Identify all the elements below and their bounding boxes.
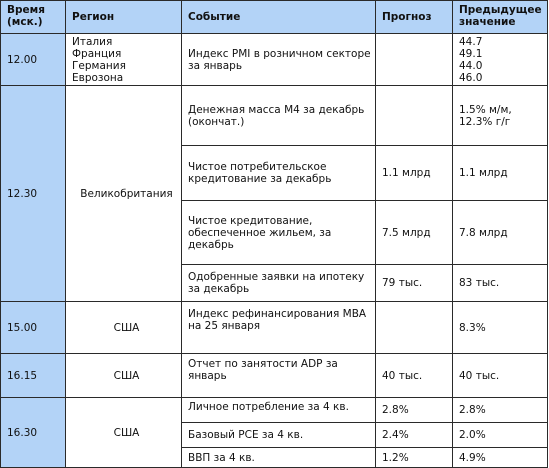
time-cell: 15.00	[1, 302, 66, 354]
previous-value: 49.1	[459, 47, 483, 60]
previous-cell: 83 тыс.	[453, 265, 548, 302]
forecast-cell: 2.8%	[376, 398, 453, 423]
region-cell: Великобритания	[66, 86, 182, 302]
forecast-cell	[376, 86, 453, 146]
event-text: Чистое потребительское	[188, 161, 327, 173]
event-text: на 25 января	[188, 320, 261, 332]
time-cell: 16.30	[1, 398, 66, 468]
forecast-cell	[376, 34, 453, 86]
table-row	[1, 302, 548, 354]
previous-cell: 1.1 млрд	[453, 146, 548, 201]
table-row	[1, 354, 548, 398]
event-text: Индекс PMI в розничном секторе	[188, 47, 371, 60]
event-text: обеспеченное жильем, за	[188, 226, 332, 239]
event-cell	[182, 34, 376, 86]
event-text: Денежная масса М4 за декабрь	[188, 103, 365, 116]
header-event: Событие	[182, 1, 376, 34]
forecast-cell: 40 тыс.	[376, 354, 453, 398]
time-cell: 12.00	[1, 34, 66, 86]
region-cell: США	[66, 398, 182, 468]
event-text: кредитование за декабрь	[188, 173, 332, 185]
forecast-cell: 2.4%	[376, 423, 453, 448]
event-text: за декабрь	[188, 283, 250, 295]
header-forecast: Прогноз	[376, 1, 453, 34]
region-item: Франция	[72, 47, 122, 60]
forecast-cell: 79 тыс.	[376, 265, 453, 302]
event-text: январь	[188, 370, 227, 382]
event-text: за январь	[188, 59, 243, 72]
previous-cell: 2.8%	[453, 398, 548, 423]
previous-value: 44.0	[459, 59, 483, 72]
forecast-cell: 1.1 млрд	[376, 146, 453, 201]
time-cell: 12.30	[1, 86, 66, 302]
previous-cell	[453, 34, 548, 86]
table-row	[1, 86, 548, 146]
previous-cell: 4.9%	[453, 448, 548, 468]
event-text: Индекс рефинансирования MBA	[188, 308, 367, 320]
header-time-line2: (мск.)	[7, 16, 43, 28]
event-text: Чистое кредитование,	[188, 214, 313, 227]
event-cell	[182, 354, 376, 398]
event-cell	[182, 201, 376, 265]
event-cell	[182, 265, 376, 302]
region-cell	[66, 34, 182, 86]
table-row	[1, 398, 548, 423]
header-row	[1, 1, 548, 34]
header-time-line1: Время	[7, 4, 45, 16]
region-cell: США	[66, 354, 182, 398]
header-previous-line1: Предыдущее	[459, 4, 542, 16]
previous-value: 12.3% г/г	[459, 115, 511, 128]
event-cell	[182, 302, 376, 354]
header-region: Регион	[66, 1, 182, 34]
region-item: Италия	[72, 35, 113, 48]
region-item: Еврозона	[72, 71, 124, 84]
previous-value: 44.7	[459, 35, 483, 48]
header-previous-line2: значение	[459, 16, 516, 28]
event-cell	[182, 86, 376, 146]
region-cell: США	[66, 302, 182, 354]
forecast-cell: 1.2%	[376, 448, 453, 468]
event-cell: Базовый PCE за 4 кв.	[182, 423, 376, 448]
event-cell	[182, 146, 376, 201]
header-time	[1, 1, 66, 34]
region-item: Германия	[72, 59, 126, 72]
event-text: декабрь	[188, 238, 234, 251]
table-row	[1, 34, 548, 86]
event-text: (окончат.)	[188, 115, 245, 128]
forecast-cell	[376, 302, 453, 354]
previous-cell: 2.0%	[453, 423, 548, 448]
forecast-cell: 7.5 млрд	[376, 201, 453, 265]
previous-value: 46.0	[459, 71, 483, 84]
event-text: Отчет по занятости ADP за	[188, 358, 338, 370]
previous-cell: 7.8 млрд	[453, 201, 548, 265]
time-cell: 16.15	[1, 354, 66, 398]
previous-cell: 40 тыс.	[453, 354, 548, 398]
previous-cell	[453, 86, 548, 146]
header-previous	[453, 1, 548, 34]
previous-value: 1.5% м/м,	[459, 103, 512, 116]
previous-cell: 8.3%	[453, 302, 548, 354]
event-cell: Личное потребление за 4 кв.	[182, 398, 376, 423]
event-cell: ВВП за 4 кв.	[182, 448, 376, 468]
event-text: Одобренные заявки на ипотеку	[188, 271, 365, 283]
